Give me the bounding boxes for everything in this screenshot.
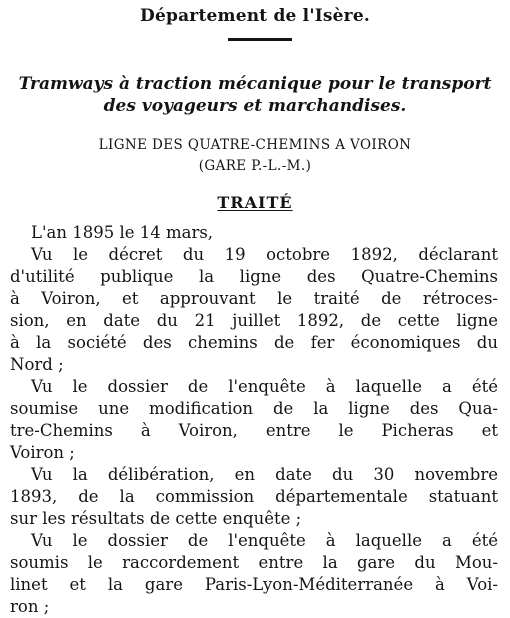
text-line: Vu le dossier de l'enquête à laquelle a été	[31, 531, 498, 550]
text-line: sion, en date du 21 juillet 1892, de cette ligne	[10, 311, 498, 330]
subtitle-line-1: Tramways à traction mécanique pour le transport	[18, 74, 492, 94]
text-line: Nord ;	[10, 355, 64, 374]
text-line: linet et la gare Paris-Lyon-Méditerranée à Voi-	[10, 575, 498, 594]
text-line: sur les résultats de cette enquête ;	[10, 509, 302, 528]
text-line: Vu le dossier de l'enquête à laquelle a été	[31, 377, 498, 396]
line-name: LIGNE DES QUATRE-CHEMINS A VOIRON	[98, 137, 412, 153]
station-name: (GARE P.-L.-M.)	[198, 158, 312, 174]
text-line: soumis le raccordement entre la gare du Mou-	[10, 553, 498, 572]
text-line: tre-Chemins à Voiron, entre le Picheras et	[10, 421, 498, 440]
text-line: ron ;	[10, 597, 50, 616]
page-title: Département de l'Isère.	[140, 6, 370, 26]
text-line: soumise une modification de la ligne des Qua-	[10, 399, 498, 418]
text-line: Vu la délibération, en date du 30 novembre	[31, 465, 498, 484]
text-line: à la société des chemins de fer économiques du	[10, 333, 498, 352]
text-line: Vu le décret du 19 octobre 1892, déclarant	[31, 245, 498, 264]
text-line: L'an 1895 le 14 mars,	[31, 223, 214, 242]
text-line: d'utilité publique la ligne des Quatre-Chemins	[10, 267, 498, 286]
section-heading: TRAITÉ	[217, 193, 293, 212]
text-line: à Voiron, et approuvant le traité de rétroces-	[10, 289, 498, 308]
text-line: Voiron ;	[10, 443, 75, 462]
text-line: 1893, de la commission départementale statuant	[10, 487, 498, 506]
title-divider	[228, 38, 292, 41]
subtitle-line-2: des voyageurs et marchandises.	[103, 96, 407, 116]
